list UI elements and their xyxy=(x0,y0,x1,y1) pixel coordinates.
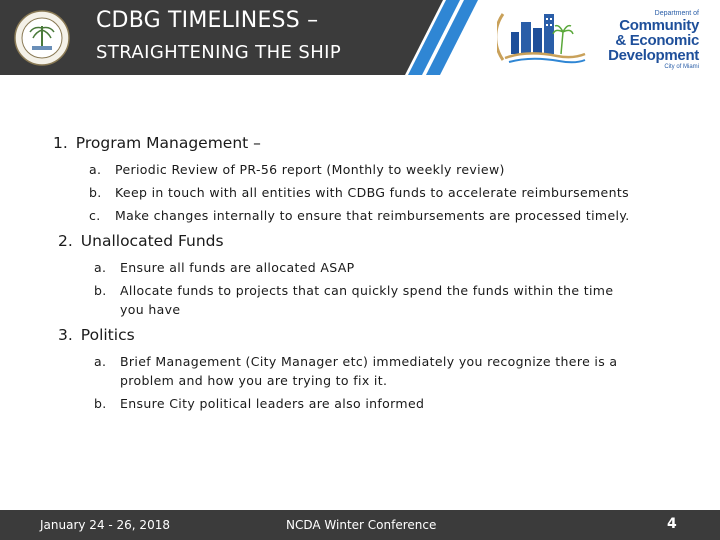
item-text: Ensure all funds are allocated ASAP xyxy=(120,260,355,275)
item-letter: b. xyxy=(94,283,107,298)
list-item xyxy=(94,394,654,413)
item-letter: a. xyxy=(94,260,107,275)
section-heading-unallocated-funds xyxy=(58,232,224,250)
item-letter: b. xyxy=(94,396,107,411)
section-label: Program Management – xyxy=(75,134,261,152)
section-number: 1. xyxy=(53,134,68,152)
section-label: Politics xyxy=(80,326,135,344)
logo-dept-label: Department of xyxy=(654,10,699,17)
item-text-line1: Allocate funds to projects that can quickly spend the funds within the time xyxy=(120,283,614,298)
item-letter: b. xyxy=(89,185,102,200)
item-text: Ensure City political leaders are also informed xyxy=(120,396,425,411)
list-item xyxy=(94,352,654,390)
slide-title: CDBG TIMELINESS – xyxy=(96,8,319,33)
page-number: 4 xyxy=(667,516,677,532)
section-heading-politics xyxy=(58,326,135,344)
item-letter: a. xyxy=(89,162,102,177)
list-item xyxy=(89,206,649,225)
slide-subtitle: STRAIGHTENING THE SHIP xyxy=(96,42,342,63)
item-text: Make changes internally to ensure that reimbursements are processed timely. xyxy=(115,208,630,223)
item-text-line2: problem and how you are trying to fix it. xyxy=(120,373,388,388)
section-number: 2. xyxy=(58,232,73,250)
list-item xyxy=(89,160,649,179)
section-heading-program-management xyxy=(53,134,261,152)
list-item xyxy=(94,258,654,277)
item-letter: c. xyxy=(89,208,101,223)
logo-word-economic: & Economic xyxy=(615,32,699,49)
logo-word-community: Community xyxy=(619,17,699,34)
footer-date: January 24 - 26, 2018 xyxy=(40,518,170,532)
item-text: Keep in touch with all entities with CDBG funds to accelerate reimbursements xyxy=(115,185,629,200)
logo-word-development: Development xyxy=(608,47,699,64)
item-text: Periodic Review of PR-56 report (Monthly to weekly review) xyxy=(115,162,505,177)
list-item xyxy=(94,281,654,319)
list-item xyxy=(89,183,649,202)
item-letter: a. xyxy=(94,354,107,369)
item-text-line1: Brief Management (City Manager etc) immediately you recognize there is a xyxy=(120,354,618,369)
footer-conference: NCDA Winter Conference xyxy=(286,518,437,532)
section-number: 3. xyxy=(58,326,73,344)
item-text-line2: you have xyxy=(120,302,181,317)
logo-city-label: City of Miami xyxy=(664,64,699,70)
section-label: Unallocated Funds xyxy=(80,232,224,250)
slide-footer xyxy=(0,510,720,540)
